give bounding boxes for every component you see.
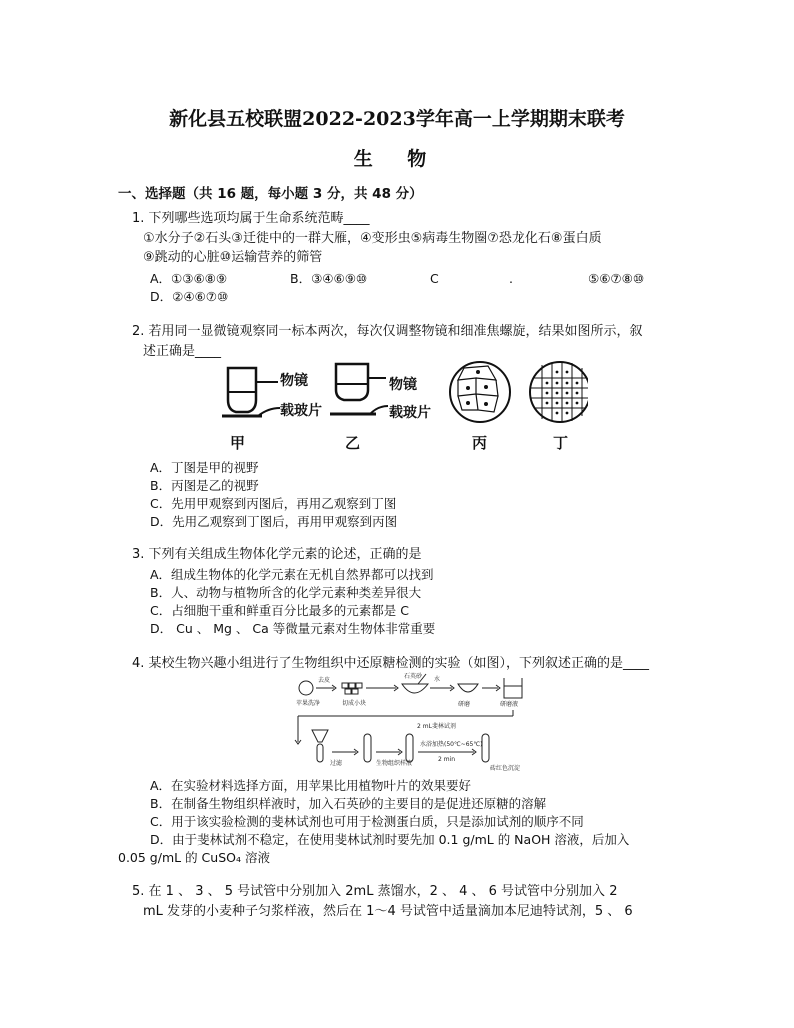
flow-step-homogenate: 研磨液 <box>500 701 519 708</box>
view-bing-icon <box>450 362 510 422</box>
label-slide-yi: 载玻片 <box>389 405 431 421</box>
q1-option-c-dot: . <box>509 271 513 286</box>
label-slide-jia: 载玻片 <box>280 403 322 419</box>
q4-option-a: A．在实验材料选择方面，用苹果比用植物叶片的效果要好 <box>150 778 472 793</box>
flow-step-fehling: 2 mL斐林试剂 <box>417 723 456 730</box>
q2-option-d: D．先用乙观察到丁图后，再用甲观察到丙图 <box>150 514 398 529</box>
bowl-icon <box>458 684 478 692</box>
label-bing: 丙 <box>472 434 488 452</box>
q1-option-c: C <box>430 271 439 286</box>
filtrate-tube-icon <box>317 744 323 762</box>
q3-option-d: D． Cu 、 Mg 、 Ca 等微量元素对生物体非常重要 <box>150 621 436 636</box>
q3-option-b: B．人、动物与植物所含的化学元素种类差异很大 <box>150 585 422 600</box>
flow-step-precipitate: 砖红色沉淀 <box>490 765 521 772</box>
objective-jia-icon <box>222 368 280 416</box>
q4-option-d-cont: 0.05 g/mL 的 CuSO₄ 溶液 <box>118 850 270 865</box>
reagent-tube-icon <box>406 734 413 762</box>
q2-stem-line2: 述正确是____ <box>143 344 222 359</box>
exam-title: 新化县五校联盟2022-2023学年高一上学期期末联考 <box>169 108 625 130</box>
q5-line2: mL 发芽的小麦种子匀浆样液，然后在 1～4 号试管中适量滴加本尼迪特试剂，5 、 6 <box>143 904 633 919</box>
flow-step-cut: 切成小块 <box>342 700 367 707</box>
q2-stem-line1: 2. 若用同一显微镜观察同一标本两次，每次仅调整物镜和细准焦螺旋，结果如图所示，叙 <box>132 324 643 339</box>
label-ding: 丁 <box>553 434 569 452</box>
view-ding-icon <box>530 362 588 422</box>
q1-option-b: B．③④⑥⑨⑩ <box>290 271 368 286</box>
q3-stem: 3. 下列有关组成生物体化学元素的论述，正确的是 <box>132 547 422 562</box>
mortar-icon <box>402 684 428 693</box>
q4-option-c: C．用于该实验检测的斐林试剂也可用于检测蛋白质，只是添加试剂的顺序不同 <box>150 814 584 829</box>
flow-step-sample: 生物组织样液 <box>376 760 413 767</box>
q1-option-d: D．②④⑥⑦⑩ <box>150 289 229 304</box>
apple-icon <box>299 681 313 695</box>
flow-step-grind: 研磨 <box>458 701 471 708</box>
q4-option-d: D．由于斐林试剂不稳定，在使用斐林试剂时要先加 0.1 g/mL 的 NaOH 溶液，后加入 <box>150 832 630 847</box>
q4-option-b: B．在制备生物组织样液时，加入石英砂的主要目的是促进还原糖的溶解 <box>150 796 547 811</box>
label-objective-yi: 物镜 <box>389 377 417 393</box>
q1-stem: 1. 下列哪些选项均属于生命系统范畴____ <box>132 211 370 226</box>
flow-step-time: 2 min <box>438 756 456 763</box>
section-heading: 一、选择题（共 16 题，每小题 3 分，共 48 分） <box>118 186 423 202</box>
q2-option-b: B．丙图是乙的视野 <box>150 478 259 493</box>
apple-pieces-icon <box>342 683 362 694</box>
flow-step-quartz: 石英砂 <box>404 673 423 680</box>
label-jia: 甲 <box>230 434 246 452</box>
q2-option-a: A．丁图是甲的视野 <box>150 460 259 475</box>
flow-step-filter: 过滤 <box>330 760 343 767</box>
label-yi: 乙 <box>345 434 361 452</box>
exam-subject: 生 物 <box>353 148 441 170</box>
reducing-sugar-flow-figure <box>292 672 532 772</box>
flow-step-water: 水 <box>434 676 441 683</box>
q3-option-a: A．组成生物体的化学元素在无机自然界都可以找到 <box>150 567 434 582</box>
result-tube-icon <box>482 734 489 762</box>
q4-stem: 4. 某校生物兴趣小组进行了生物组织中还原糖检测的实验（如图），下列叙述正确的是____ <box>132 656 650 671</box>
label-objective-jia: 物镜 <box>280 373 308 389</box>
flow-step-wash: 苹果洗净 <box>296 700 321 707</box>
funnel-icon <box>312 730 328 742</box>
sample-tube-icon <box>364 734 371 762</box>
beaker-icon <box>504 678 522 698</box>
objective-yi-icon <box>330 364 388 414</box>
q1-line2: ①水分子②石头③迁徙中的一群大雁，④变形虫⑤病毒生物圈⑦恐龙化石⑧蛋白质 <box>143 231 602 246</box>
q1-option-c-tail: ⑤⑥⑦⑧⑩ <box>588 271 645 286</box>
q2-option-c: C．先用甲观察到丙图后，再用乙观察到丁图 <box>150 496 397 511</box>
q5-line1: 5. 在 1 、 3 、 5 号试管中分别加入 2mL 蒸馏水，2 、 4 、 6 号试管中分别加入 2 <box>132 884 618 899</box>
flow-step-peel: 去皮 <box>318 677 331 684</box>
q1-option-a: A．①③⑥⑧⑨ <box>150 271 228 286</box>
q3-option-c: C．占细胞干重和鲜重百分比最多的元素都是 C <box>150 603 409 618</box>
flow-step-waterbath: 水浴加热(50℃~65℃) <box>420 741 483 748</box>
q1-line3: ⑨跳动的心脏⑩运输营养的筛管 <box>143 250 323 265</box>
